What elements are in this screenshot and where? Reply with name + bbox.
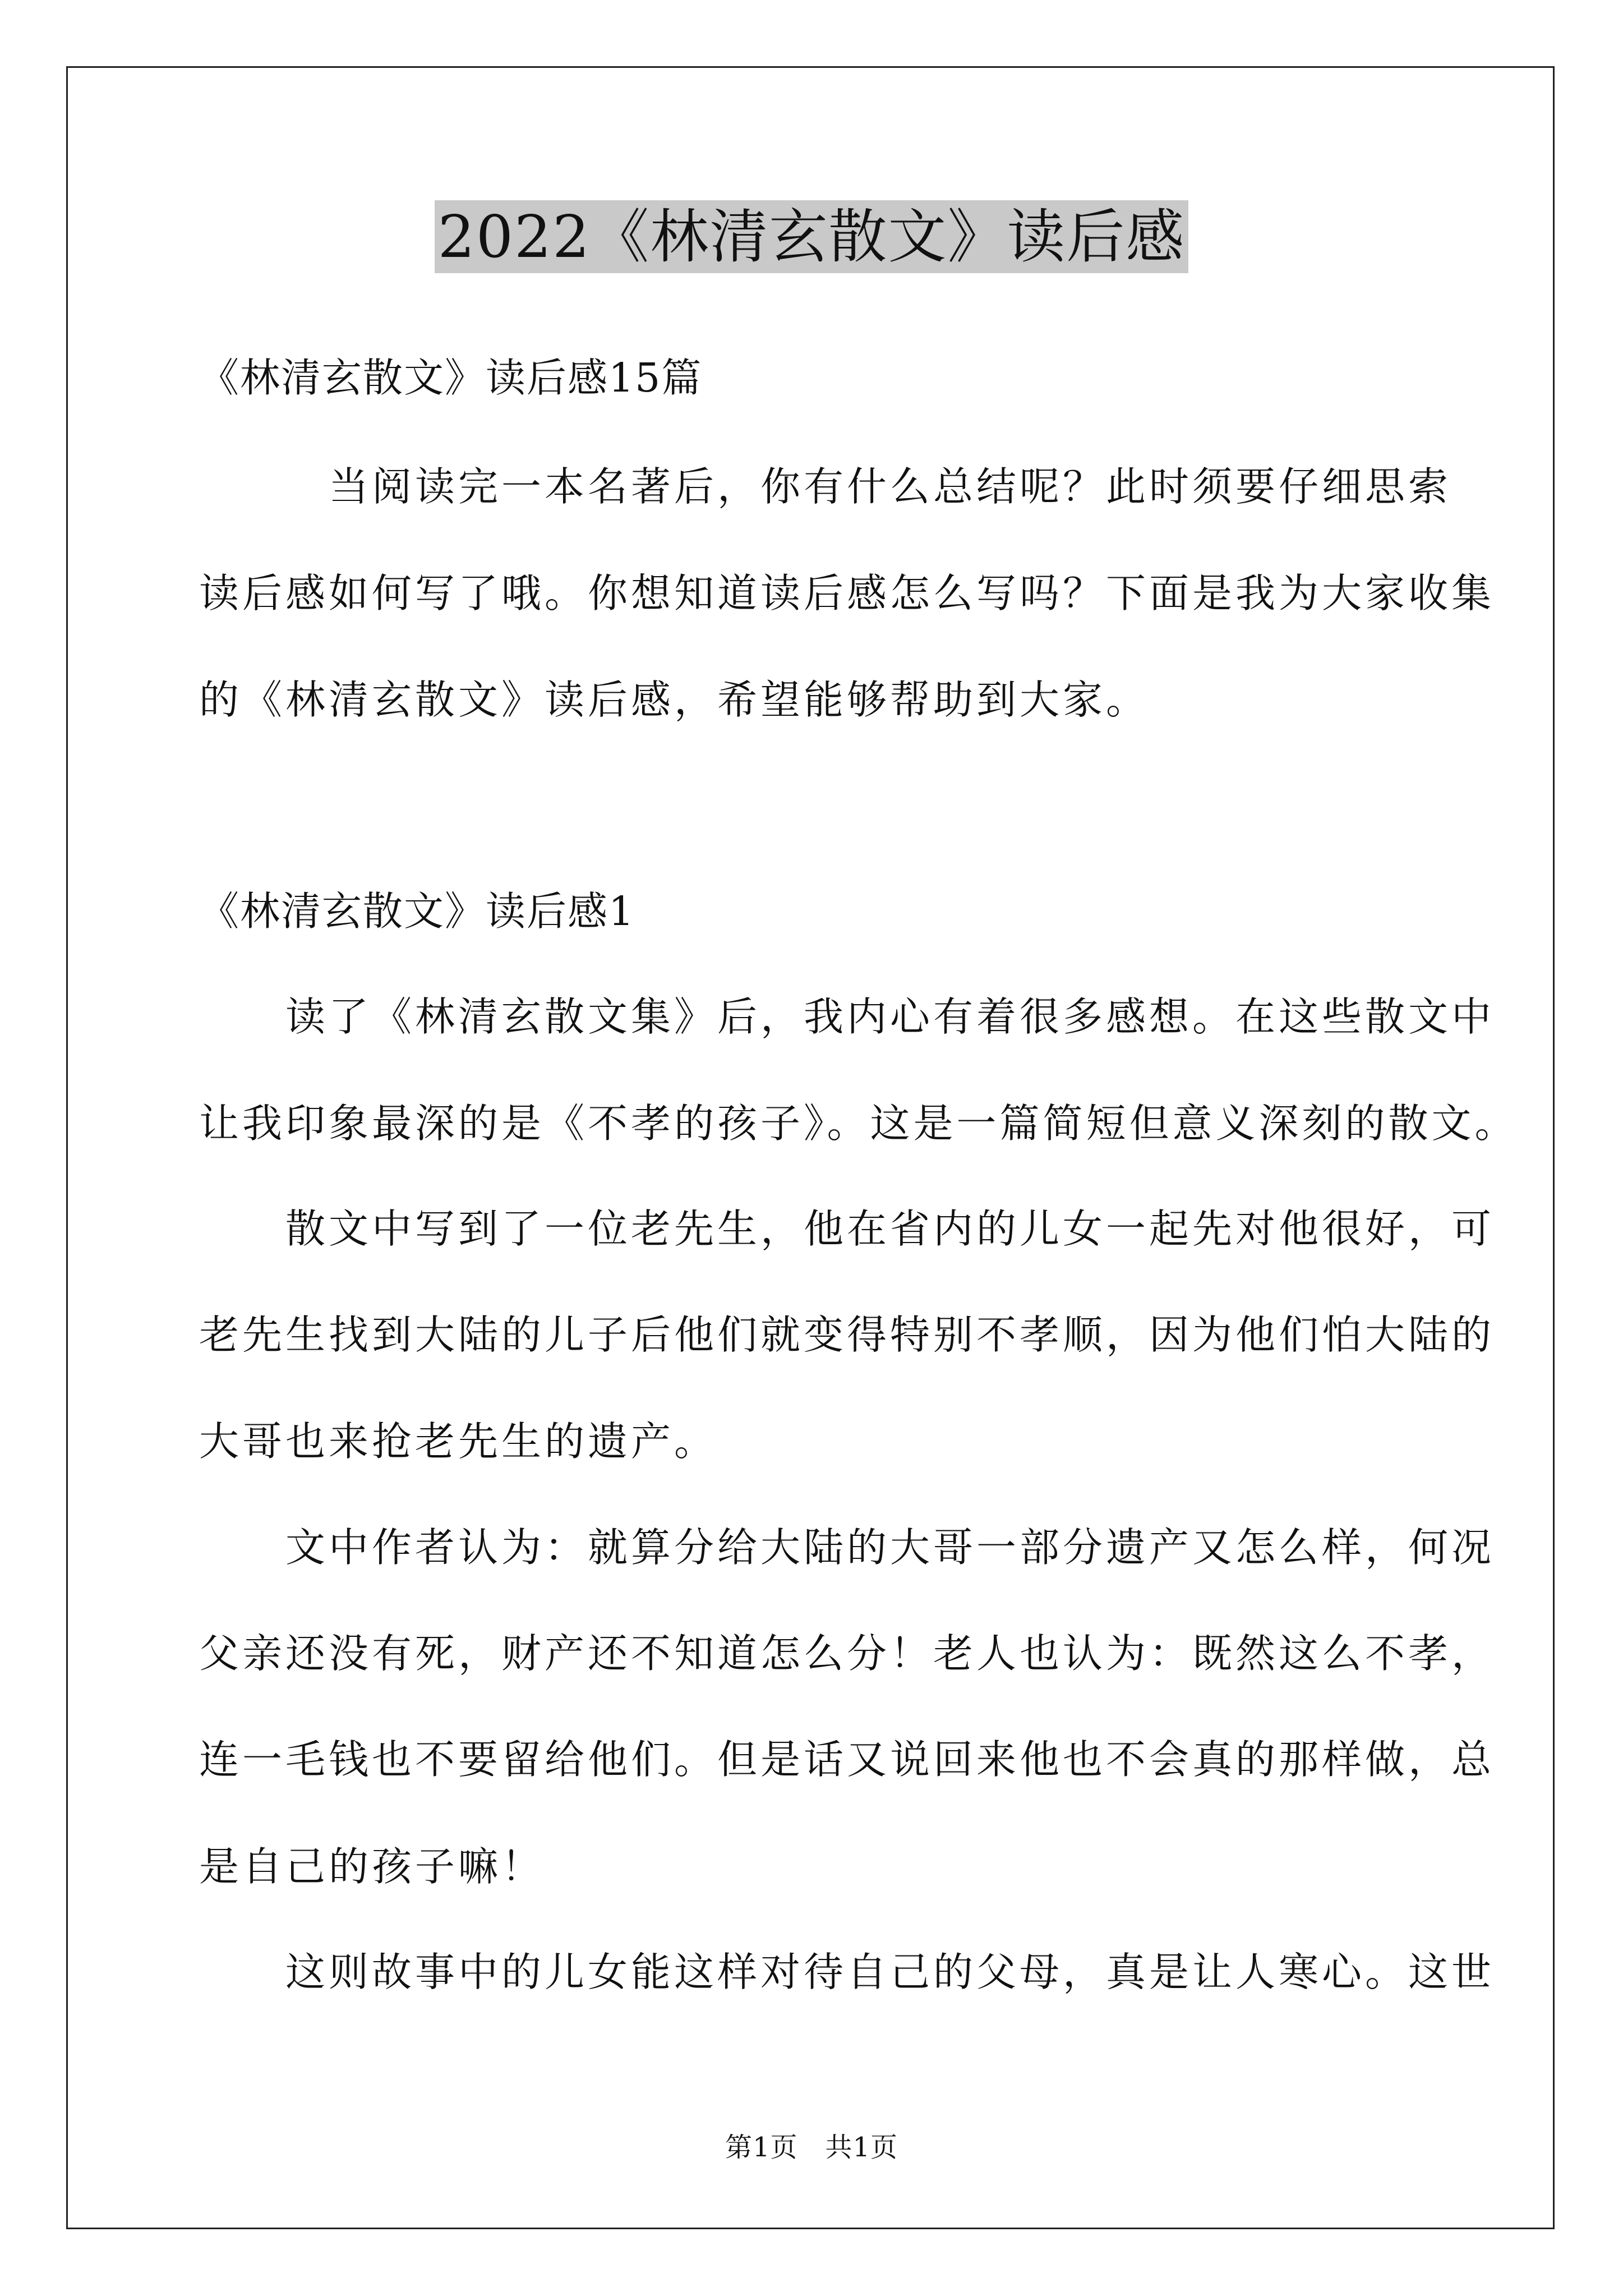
body-line: 文中作者认为：就算分给大陆的大哥一部分遗产又怎么样，何况 xyxy=(199,1524,1495,1571)
intro-line: 读后感如何写了哦。你想知道读后感怎么写吗？下面是我为大家收集 xyxy=(199,570,1495,616)
body-line: 父亲还没有死，财产还不知道怎么分！老人也认为：既然这么不孝， xyxy=(199,1630,1495,1677)
document-title-text: 2022《林清玄散文》读后感 xyxy=(435,200,1189,273)
intro-line: 的《林清玄散文》读后感，希望能够帮助到大家。 xyxy=(199,677,1150,723)
body-line: 这则故事中的儿女能这样对待自己的父母，真是让人寒心。这世 xyxy=(199,1949,1495,1995)
document-title xyxy=(0,197,1623,276)
section-heading: 《林清玄散文》读后感1 xyxy=(199,888,635,935)
body-line: 大哥也来抢老先生的遗产。 xyxy=(199,1418,718,1465)
body-line: 连一毛钱也不要留给他们。但是话又说回来他也不会真的那样做，总 xyxy=(199,1736,1495,1783)
body-line: 老先生找到大陆的儿子后他们就变得特别不孝顺，因为他们怕大陆的 xyxy=(199,1312,1495,1358)
page-footer: 第1页 共1页 xyxy=(725,2132,898,2163)
body-line: 读了《林清玄散文集》后，我内心有着很多感想。在这些散文中 xyxy=(199,993,1495,1040)
body-line: 是自己的孩子嘛！ xyxy=(199,1843,545,1890)
document-subtitle: 《林清玄散文》读后感15篇 xyxy=(199,355,703,401)
intro-line: 当阅读完一本名著后，你有什么总结呢？此时须要仔细思索 xyxy=(199,463,1452,510)
body-line: 散文中写到了一位老先生，他在省内的儿女一起先对他很好，可 xyxy=(199,1205,1495,1252)
body-line: 让我印象最深的是《不孝的孩子》。这是一篇简短但意义深刻的散文。 xyxy=(199,1100,1518,1147)
